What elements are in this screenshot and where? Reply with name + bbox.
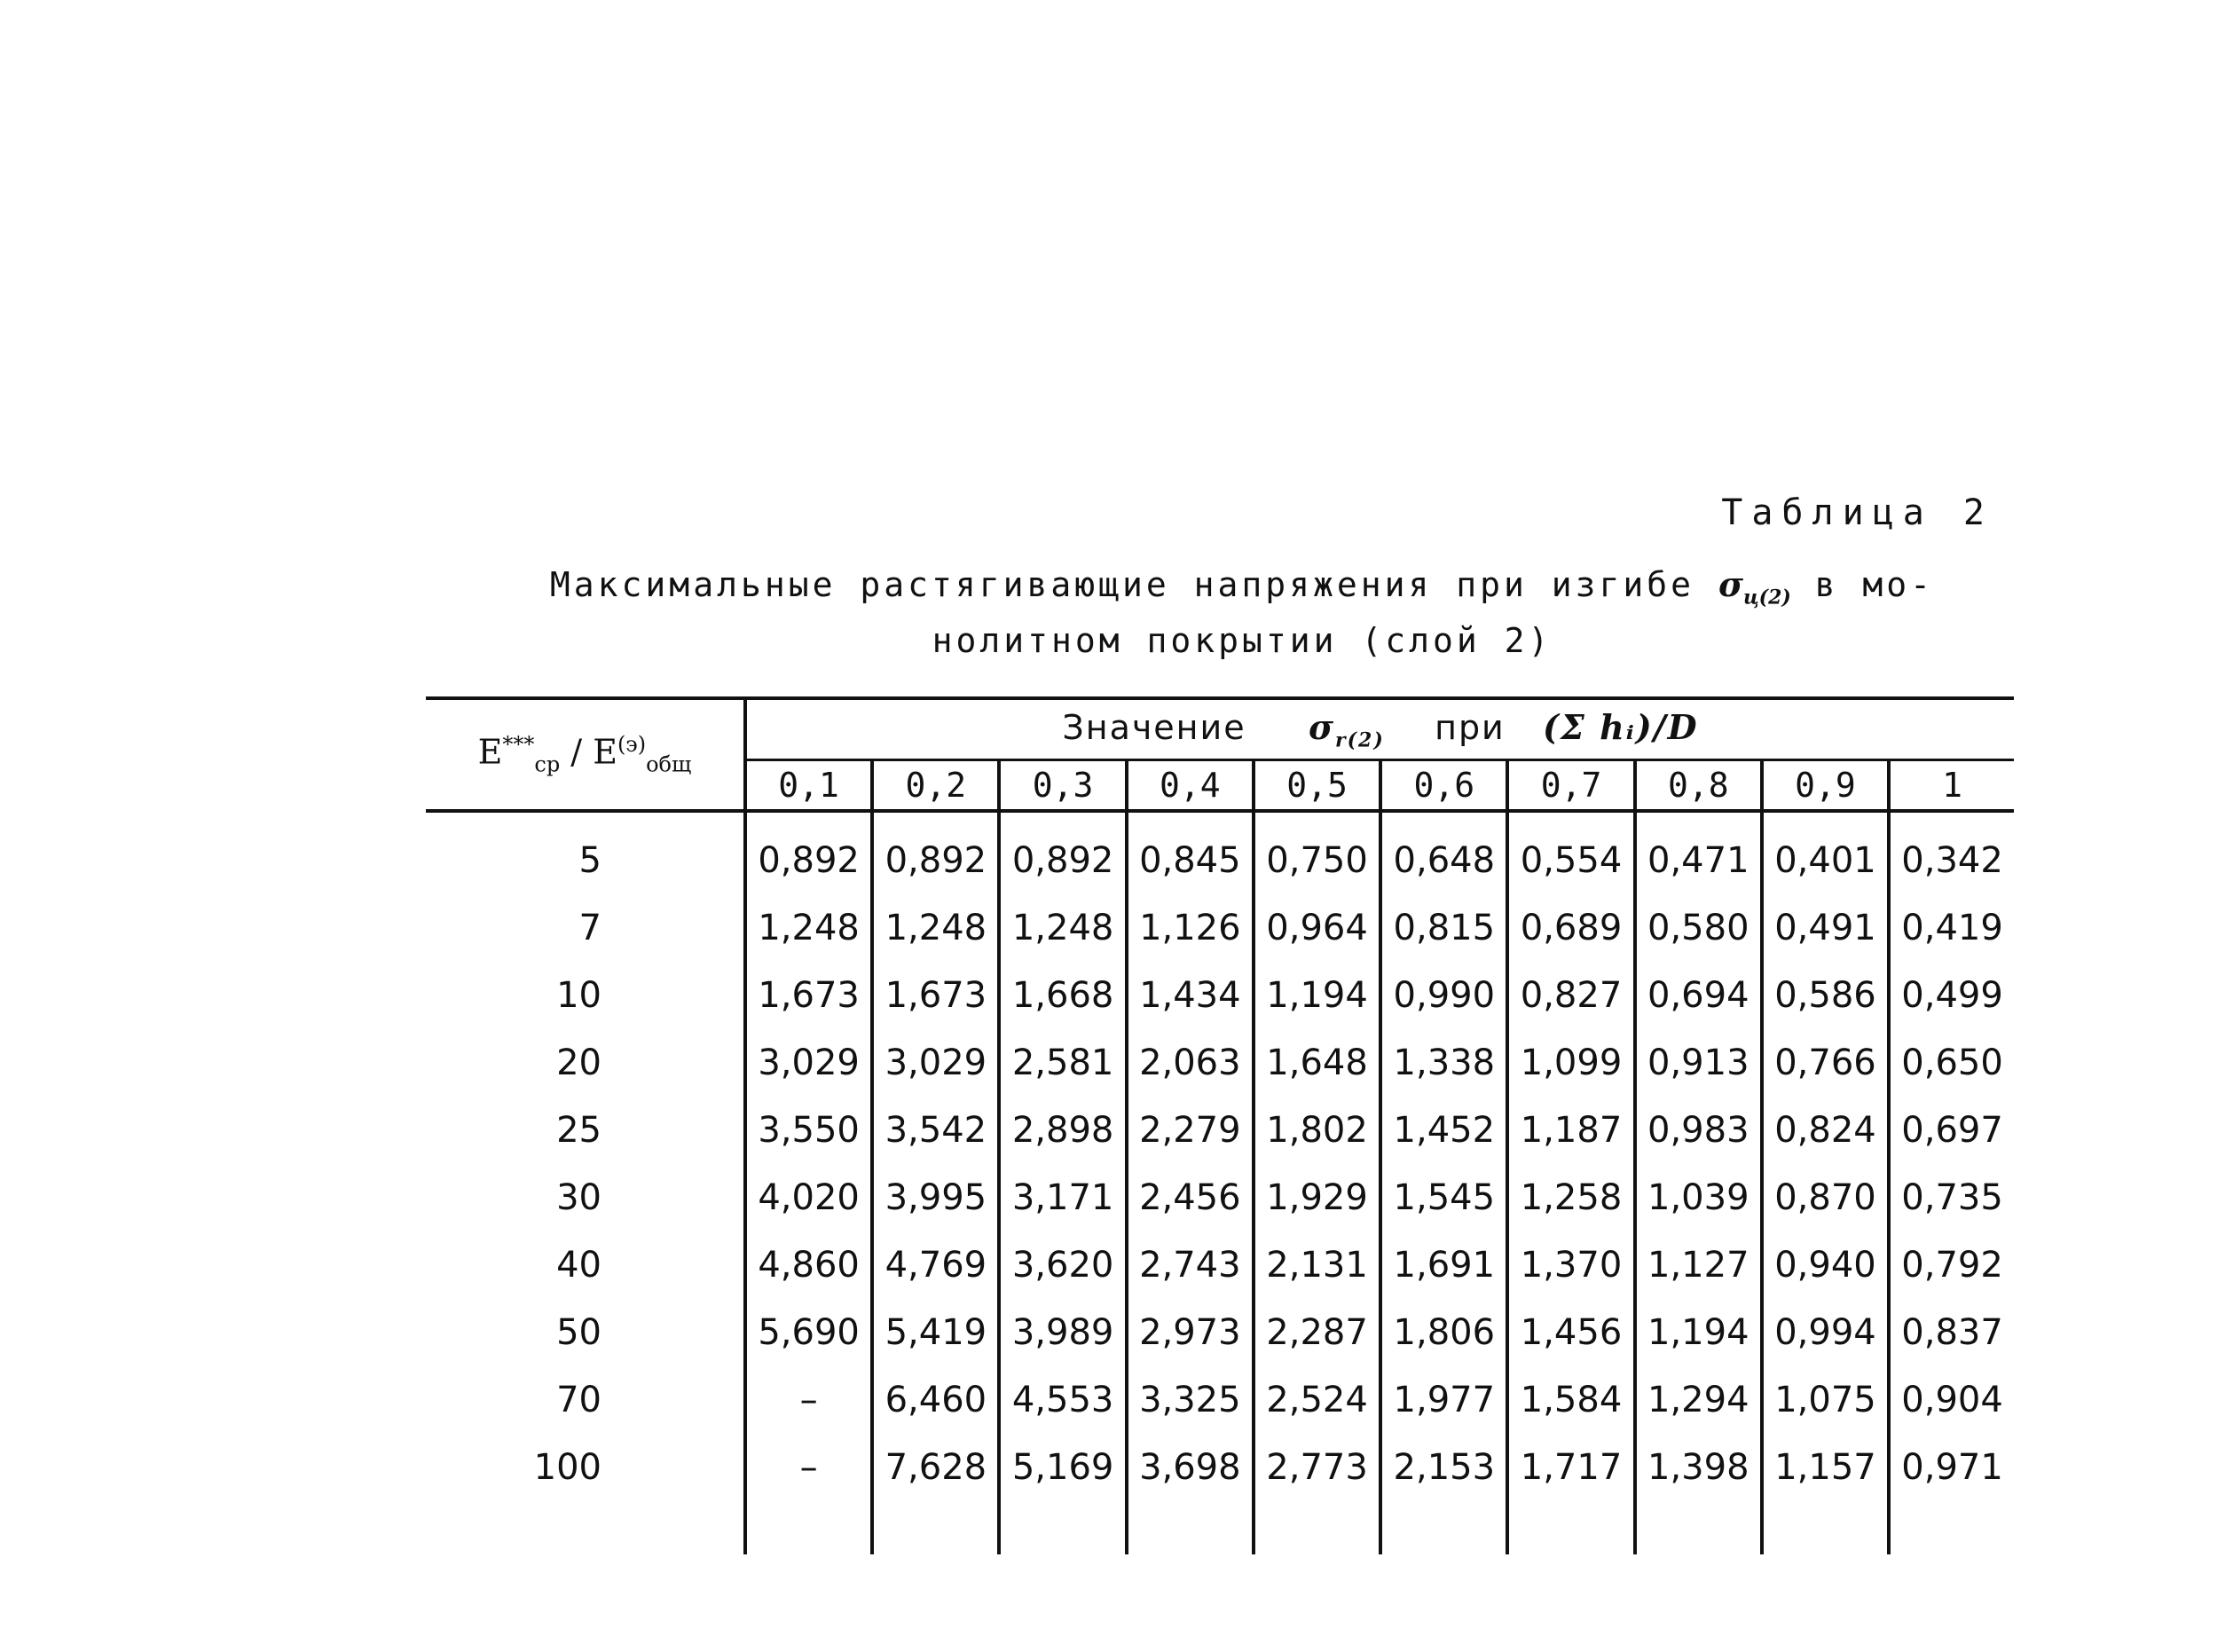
table-cell: 0,735 (1889, 1164, 2014, 1231)
table-cell: 1,075 (1762, 1366, 1889, 1434)
table-cell: 0,689 (1507, 894, 1634, 962)
table-cell: 0,990 (1380, 962, 1507, 1029)
table-cell: 1,806 (1380, 1299, 1507, 1366)
row-header-ratio: $E^{***}_{ср} / E^{(э)}_{общ}$ (426, 698, 745, 811)
row-key: 5 (578, 840, 601, 881)
table-cell: 3,995 (872, 1164, 999, 1231)
table-cell: 1,452 (1380, 1097, 1507, 1164)
row-key: 20 (556, 1042, 601, 1083)
group-header-expression: (Σ hᵢ)/D (1543, 706, 1699, 747)
table-cell: 5,419 (872, 1299, 999, 1366)
table-cell: 1,545 (1380, 1164, 1507, 1231)
spacer-cell (1254, 1501, 1380, 1554)
column-header: 0,8 (1635, 760, 1762, 812)
table-cell: 2,581 (999, 1029, 1126, 1097)
table-cell: 1,248 (999, 894, 1126, 962)
table-cell: 0,694 (1635, 962, 1762, 1029)
table-cell: 0,845 (1127, 811, 1254, 894)
table-row (426, 1164, 2014, 1231)
table-cell: 0,471 (1635, 811, 1762, 894)
table-row (426, 811, 2014, 894)
spacer-cell (745, 1501, 872, 1554)
table-cell: 0,837 (1889, 1299, 2014, 1366)
column-header: 0,4 (1127, 760, 1254, 812)
column-header: 1 (1889, 760, 2014, 812)
table-cell: 2,973 (1127, 1299, 1254, 1366)
table-cell: 2,773 (1254, 1434, 1380, 1501)
table-cell: 0,870 (1762, 1164, 1889, 1231)
group-header-symbol: $\sigma_{r(2)}$ (1309, 706, 1385, 752)
table-cell: 1,294 (1635, 1366, 1762, 1434)
column-header: 0,5 (1254, 760, 1380, 812)
table-cell: 1,398 (1635, 1434, 1762, 1501)
row-key: 70 (556, 1380, 601, 1420)
table-cell: 0,815 (1380, 894, 1507, 962)
table-cell: 2,063 (1127, 1029, 1254, 1097)
table-cell: 4,860 (745, 1231, 872, 1299)
table-cell: 1,456 (1507, 1299, 1634, 1366)
table-cell: 1,338 (1380, 1029, 1507, 1097)
table-cell: 3,698 (1127, 1434, 1254, 1501)
table-cell: 1,194 (1254, 962, 1380, 1029)
table-cell: 1,248 (745, 894, 872, 962)
table-cell: 0,940 (1762, 1231, 1889, 1299)
table-row (426, 1434, 2014, 1501)
row-key: 50 (556, 1312, 601, 1353)
table-row (426, 1299, 2014, 1366)
table-cell: 0,904 (1889, 1366, 2014, 1434)
spacer-cell (426, 1501, 745, 1554)
table-cell: 1,248 (872, 894, 999, 962)
table-cell: 2,153 (1380, 1434, 1507, 1501)
row-key: 40 (556, 1245, 601, 1286)
table-cell: 3,325 (1127, 1366, 1254, 1434)
table-cell: – (745, 1434, 872, 1501)
table-cell: 0,750 (1254, 811, 1380, 894)
table-cell: 0,419 (1889, 894, 2014, 962)
table-cell: 0,983 (1635, 1097, 1762, 1164)
column-header: 0,1 (745, 760, 872, 812)
caption-text-after: в мо- (1814, 565, 1935, 604)
table-cell: 2,743 (1127, 1231, 1254, 1299)
spacer-cell (1889, 1501, 2014, 1554)
table-cell: 4,769 (872, 1231, 999, 1299)
table-row (426, 1366, 2014, 1434)
table-cell: 0,892 (872, 811, 999, 894)
table-row (426, 1097, 2014, 1164)
caption-line-1 (532, 563, 1952, 619)
table-cell: 0,491 (1762, 894, 1889, 962)
table-row (426, 894, 2014, 962)
table-cell: 0,892 (745, 811, 872, 894)
table-cell: 3,542 (872, 1097, 999, 1164)
table-cell: 1,717 (1507, 1434, 1634, 1501)
group-header-at: при (1435, 707, 1506, 747)
table-cell: 3,550 (745, 1097, 872, 1164)
table-cell: 0,827 (1507, 962, 1634, 1029)
table-cell: 0,994 (1762, 1299, 1889, 1366)
table-cell: 5,169 (999, 1434, 1126, 1501)
table-cell: 1,929 (1254, 1164, 1380, 1231)
group-header (745, 698, 2014, 760)
spacer-cell (872, 1501, 999, 1554)
table-cell: 5,690 (745, 1299, 872, 1366)
column-header: 0,7 (1507, 760, 1634, 812)
table-cell: 0,648 (1380, 811, 1507, 894)
table-cell: 1,977 (1380, 1366, 1507, 1434)
table-cell: 3,989 (999, 1299, 1126, 1366)
spacer-cell (1380, 1501, 1507, 1554)
table-cell: 1,187 (1507, 1097, 1634, 1164)
spacer-cell (1127, 1501, 1254, 1554)
table-cell: 1,668 (999, 962, 1126, 1029)
table-cell: 1,648 (1254, 1029, 1380, 1097)
table-spacer-row (426, 1501, 2014, 1554)
table-cell: 1,691 (1380, 1231, 1507, 1299)
table-row (426, 962, 2014, 1029)
table-label: Таблица 2 (1721, 492, 1993, 533)
row-key: 30 (556, 1177, 601, 1218)
table-cell: 0,697 (1889, 1097, 2014, 1164)
table-cell: 0,792 (1889, 1231, 2014, 1299)
table-cell: 0,964 (1254, 894, 1380, 962)
stress-table (426, 696, 2014, 1554)
table-cell: 7,628 (872, 1434, 999, 1501)
table-cell: 1,127 (1635, 1231, 1762, 1299)
table-cell: 1,584 (1507, 1366, 1634, 1434)
column-header: 0,2 (872, 760, 999, 812)
table-cell: 1,099 (1507, 1029, 1634, 1097)
table-cell: 0,586 (1762, 962, 1889, 1029)
table-cell: 1,673 (745, 962, 872, 1029)
caption-text: Максимальные растягивающие напряжения при изгибе (549, 565, 1695, 604)
table-cell: 1,370 (1507, 1231, 1634, 1299)
table-cell: 0,342 (1889, 811, 2014, 894)
table-cell: 0,824 (1762, 1097, 1889, 1164)
table-cell: 3,620 (999, 1231, 1126, 1299)
spacer-cell (1635, 1501, 1762, 1554)
table-cell: 1,802 (1254, 1097, 1380, 1164)
table-row (426, 1029, 2014, 1097)
table-cell: 1,194 (1635, 1299, 1762, 1366)
table-cell: 0,499 (1889, 962, 2014, 1029)
table-cell: 3,171 (999, 1164, 1126, 1231)
table-caption (532, 563, 1952, 662)
table-body (426, 811, 2014, 1554)
row-key: 25 (556, 1110, 601, 1151)
table-cell: 0,650 (1889, 1029, 2014, 1097)
table-cell: 0,766 (1762, 1029, 1889, 1097)
table-cell: 2,898 (999, 1097, 1126, 1164)
column-header: 0,9 (1762, 760, 1889, 812)
table-cell: 0,971 (1889, 1434, 2014, 1501)
table-cell: 3,029 (745, 1029, 872, 1097)
row-key: 10 (556, 975, 601, 1016)
table-header-row-group (426, 698, 2014, 760)
table-cell: 2,287 (1254, 1299, 1380, 1366)
table-cell: 0,892 (999, 811, 1126, 894)
column-header: 0,6 (1380, 760, 1507, 812)
table-cell: 1,126 (1127, 894, 1254, 962)
table-cell: 4,553 (999, 1366, 1126, 1434)
spacer-cell (1762, 1501, 1889, 1554)
table-cell: 2,131 (1254, 1231, 1380, 1299)
table-cell: 2,279 (1127, 1097, 1254, 1164)
row-key: 7 (578, 908, 601, 948)
spacer-cell (999, 1501, 1126, 1554)
table-cell: 1,434 (1127, 962, 1254, 1029)
caption-stress-symbol: $\sigma_{ц(2)}$ (1718, 564, 1791, 610)
table-cell: 2,524 (1254, 1366, 1380, 1434)
table-cell: 3,029 (872, 1029, 999, 1097)
table-cell: – (745, 1366, 872, 1434)
table-cell: 1,157 (1762, 1434, 1889, 1501)
table-cell: 1,673 (872, 962, 999, 1029)
table-cell: 0,554 (1507, 811, 1634, 894)
table-cell: 2,456 (1127, 1164, 1254, 1231)
row-key: 100 (533, 1447, 601, 1488)
table-cell: 0,580 (1635, 894, 1762, 962)
table-cell: 6,460 (872, 1366, 999, 1434)
table-cell: 4,020 (745, 1164, 872, 1231)
table-cell: 1,039 (1635, 1164, 1762, 1231)
table-cell: 0,401 (1762, 811, 1889, 894)
table-cell: 1,258 (1507, 1164, 1634, 1231)
caption-line-2: нолитном покрытии (слой 2) (932, 620, 1553, 660)
spacer-cell (1507, 1501, 1634, 1554)
table-row (426, 1231, 2014, 1299)
group-header-label: Значение (1062, 707, 1246, 747)
column-header: 0,3 (999, 760, 1126, 812)
table-cell: 0,913 (1635, 1029, 1762, 1097)
